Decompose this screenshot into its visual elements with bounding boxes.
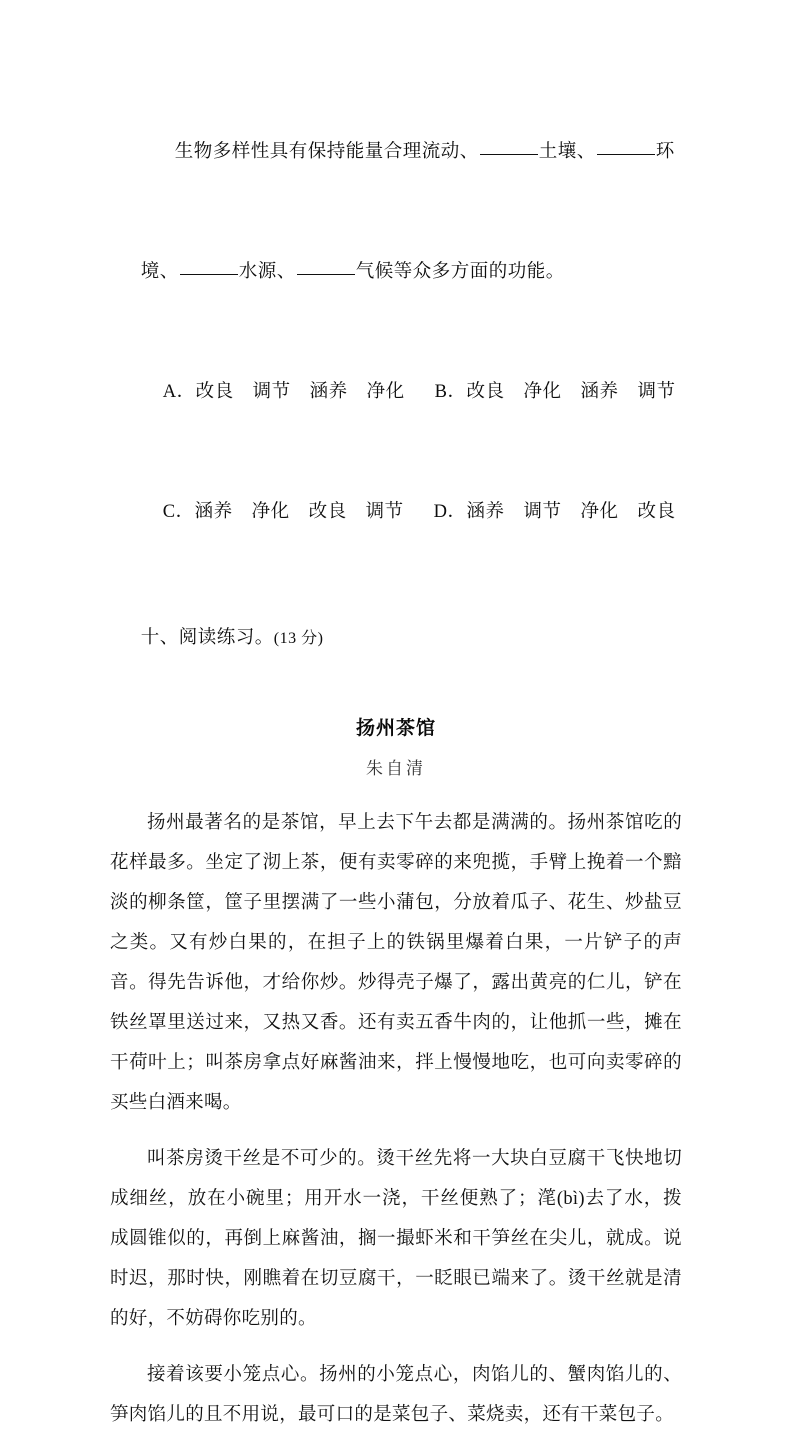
question-line-2 [110,212,682,332]
answer-blank-2[interactable] [597,154,655,155]
option-d-words[interactable]: 涵养 调节 净化 改良 [466,502,676,522]
article-title: 扬州茶馆 [355,717,436,739]
options-row-ab [110,332,682,452]
paragraph-block-2 [110,1139,682,1339]
question-text-part-6: 气候等众多方面的功能。 [355,262,565,282]
paragraph-block-1 [110,803,682,1123]
paragraph-block-3 [110,1355,682,1435]
option-b-words[interactable]: 改良 净化 涵养 调节 [466,382,676,402]
option-a-words[interactable]: 改良 调节 涵养 净化 [195,382,405,402]
question-text-part-4: 境、 [140,262,179,282]
article-paragraph: 叫茶房烫干丝是不可少的。烫干丝先将一大块白豆腐干飞快地切成细丝，放在小碗里；用开水一浇，干丝便熟了；滗(bì)去了水，拨成圆锥似的，再倒上麻酱油，搁一撮虾米和干笋丝在尖儿，就成。说时迟，那时快，刚瞧着在切豆腐干，一眨眼已端来了。烫干丝就是清的好，不妨碍你吃别的。 [110,1149,682,1329]
option-c-letter[interactable]: C． [162,502,195,522]
text-column [110,92,682,1435]
option-c-words[interactable]: 涵养 净化 改良 调节 [194,502,404,522]
section-score: (13 分) [273,630,324,647]
question-text-part-2: 土壤、 [538,142,596,162]
article-paragraph: 接着该要小笼点心。扬州的小笼点心，肉馅儿的、蟹肉馅儿的、笋肉馅儿的且不用说，最可口的是菜包子、菜烧卖，还有干菜包子。 [110,1365,682,1425]
article-author: 朱自清 [366,759,426,778]
section-title: 十、阅读练习。 [140,628,274,648]
question-text-part-5: 水源、 [238,262,296,282]
article-paragraph: 扬州最著名的是茶馆，早上去下午去都是满满的。扬州茶馆吃的花样最多。坐定了沏上茶，便有卖零碎的来兜揽，手臂上挽着一个黯淡的柳条筐，筐子里摆满了一些小蒲包，分放着瓜子、花生、炒盐豆之类。又有炒白果的，在担子上的铁锅里爆着白果，一片铲子的声音。得先告诉他，才给你炒。炒得壳子爆了，露出黄亮的仁儿，铲在铁丝罩里送过来，又热又香。还有卖五香牛肉的，让他抓一些，摊在干荷叶上；叫茶房拿点好麻酱油来，拌上慢慢地吃，也可向卖零碎的买些白酒来喝。 [110,813,682,1113]
answer-blank-3[interactable] [180,274,238,275]
answer-blank-4[interactable] [297,274,355,275]
option-b-letter[interactable]: B． [434,382,467,402]
question-line-1 [110,92,682,212]
question-text-part-1: 生物多样性具有保持能量合理流动、 [174,142,479,162]
option-d-letter[interactable]: D． [433,502,467,522]
answer-blank-1[interactable] [480,154,538,155]
options-row-cd [110,452,682,572]
option-a-letter[interactable]: A． [162,382,196,402]
section-heading [110,578,682,699]
question-text-part-3: 环 [655,142,675,162]
